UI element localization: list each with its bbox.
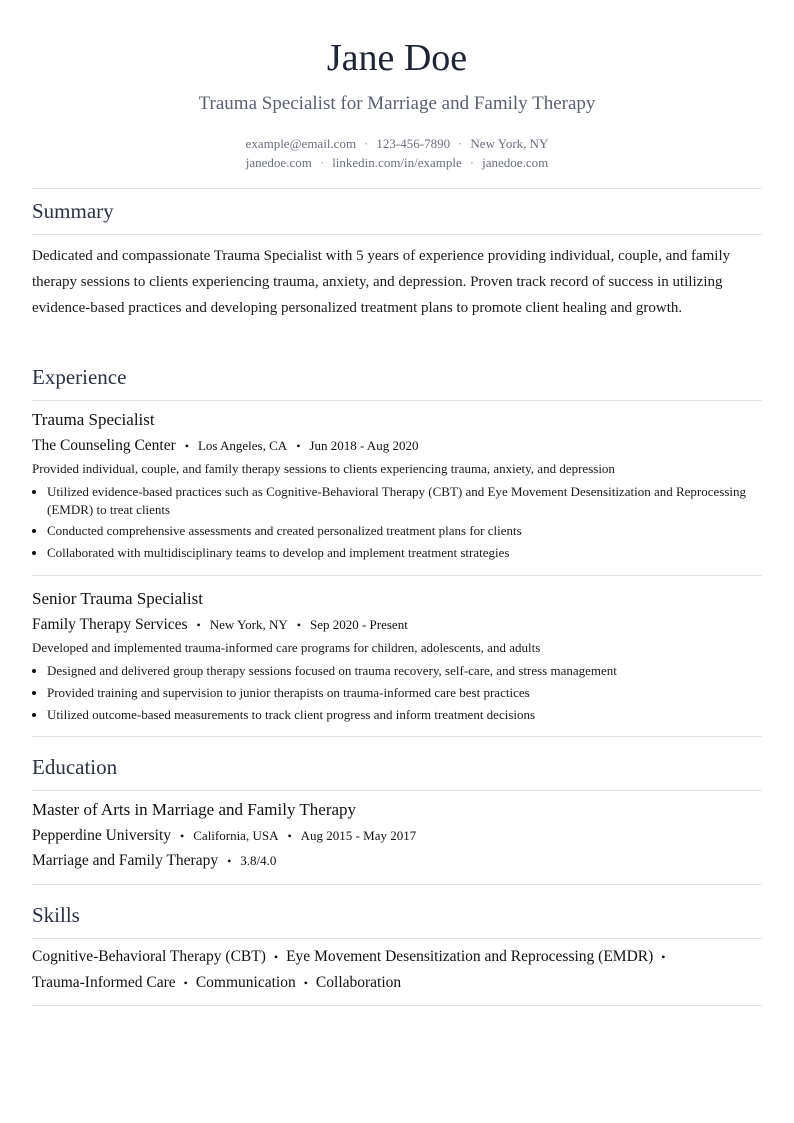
- skill-item: Eye Movement Desensitization and Reprocessing (EMDR): [286, 948, 654, 965]
- skill-item: Cognitive-Behavioral Therapy (CBT): [32, 948, 266, 965]
- skills-list: [32, 944, 752, 996]
- divider: [32, 188, 762, 189]
- degree-title: Master of Arts in Marriage and Family Therapy: [32, 800, 357, 819]
- field-of-study: Marriage and Family Therapy: [32, 852, 219, 869]
- divider: [32, 1005, 762, 1006]
- list-item: [32, 483, 747, 519]
- job-description: Developed and implemented trauma-informed care programs for children, adolescents, and adults: [32, 640, 541, 655]
- gpa-value: 3.8/4.0: [240, 853, 277, 868]
- job-title: Trauma Specialist: [32, 410, 155, 429]
- company-name: The Counseling Center: [32, 437, 176, 454]
- job-meta: [32, 615, 408, 635]
- education-dates: Aug 2015 - May 2017: [300, 828, 417, 843]
- list-item: [32, 684, 747, 702]
- list-item: [32, 522, 747, 540]
- list-item: [32, 544, 747, 562]
- skills-heading: Skills: [32, 903, 80, 927]
- job-meta: [32, 436, 418, 456]
- candidate-headline: Trauma Specialist for Marriage and Family Therapy: [198, 93, 596, 114]
- education-heading: Education: [32, 755, 118, 779]
- divider: [32, 400, 762, 401]
- candidate-name: Jane Doe: [326, 37, 468, 79]
- experience-heading: Experience: [32, 365, 127, 389]
- bullet-text: Collaborated with multidisciplinary teams to develop and implement treatment strategies: [47, 545, 510, 560]
- website-link-2[interactable]: janedoe.com: [482, 155, 549, 170]
- separator-dot: •: [661, 950, 666, 964]
- separator-dot: •: [287, 829, 292, 843]
- job-dates: Sep 2020 - Present: [309, 617, 408, 632]
- separator-dot: •: [296, 439, 301, 453]
- bullet-text: Designed and delivered group therapy sessions focused on trauma recovery, self-care, and stress management: [47, 663, 617, 678]
- separator-dot: •: [303, 976, 308, 990]
- skill-item: Trauma-Informed Care: [32, 974, 176, 991]
- job-location: Los Angeles, CA: [197, 438, 288, 453]
- separator-dot: •: [227, 854, 232, 868]
- separator-dot: •: [180, 829, 185, 843]
- divider: [32, 736, 762, 737]
- separator-dot: ·: [364, 136, 369, 151]
- divider: [32, 234, 762, 235]
- skill-item: Communication: [195, 974, 296, 991]
- divider: [32, 790, 762, 791]
- location-text: New York, NY: [470, 136, 549, 151]
- divider: [32, 884, 762, 885]
- contact-line-1: [0, 136, 794, 152]
- job-dates: Jun 2018 - Aug 2020: [309, 438, 419, 453]
- bullet-icon: [32, 713, 36, 717]
- bullet-text: Provided training and supervision to junior therapists on trauma-informed care best practices: [47, 685, 530, 700]
- bullet-icon: [32, 551, 36, 555]
- email-link[interactable]: example@email.com: [245, 136, 357, 151]
- education-meta: [32, 826, 416, 846]
- bullet-icon: [32, 490, 36, 494]
- education-field-meta: [32, 851, 276, 871]
- job-title: Senior Trauma Specialist: [32, 589, 203, 608]
- divider: [32, 575, 762, 576]
- bullet-icon: [32, 691, 36, 695]
- bullet-text: Utilized outcome-based measurements to track client progress and inform treatment decisions: [47, 707, 536, 722]
- separator-dot: ·: [469, 155, 475, 170]
- separator-dot: ·: [458, 136, 463, 151]
- linkedin-link[interactable]: linkedin.com/in/example: [332, 155, 462, 170]
- company-name: Family Therapy Services: [32, 616, 188, 633]
- separator-dot: •: [183, 976, 188, 990]
- summary-text: Dedicated and compassionate Trauma Specialist with 5 years of experience providing individual, couple, and family therapy sessions to clients experiencing trauma, anxiety, and depression. Proven track record of success in utilizing evidence-based practices and developing personalized treatment plans to promote client healing and growth.: [32, 248, 731, 316]
- bullet-icon: [32, 529, 36, 533]
- bullet-icon: [32, 669, 36, 673]
- bullet-text: Utilized evidence-based practices such as Cognitive-Behavioral Therapy (CBT) and Eye Movement Desensitization and Reprocessing (EMDR) to treat clients: [47, 484, 747, 517]
- separator-dot: ·: [319, 155, 325, 170]
- job-description: Provided individual, couple, and family therapy sessions to clients experiencing trauma, anxiety, and depression: [32, 461, 615, 476]
- separator-dot: •: [184, 439, 189, 453]
- school-name: Pepperdine University: [32, 827, 172, 844]
- divider: [32, 938, 762, 939]
- job-location: New York, NY: [209, 617, 288, 632]
- separator-dot: •: [273, 950, 279, 964]
- separator-dot: •: [296, 618, 301, 632]
- website-link[interactable]: janedoe.com: [245, 155, 312, 170]
- list-item: [32, 706, 747, 724]
- skill-item: Collaboration: [315, 974, 402, 991]
- contact-line-2: [0, 155, 794, 171]
- list-item: [32, 662, 747, 680]
- school-location: California, USA: [193, 828, 279, 843]
- separator-dot: •: [196, 618, 201, 632]
- summary-heading: Summary: [32, 199, 114, 223]
- phone-text: 123-456-7890: [376, 136, 451, 151]
- bullet-text: Conducted comprehensive assessments and created personalized treatment plans for clients: [47, 523, 522, 538]
